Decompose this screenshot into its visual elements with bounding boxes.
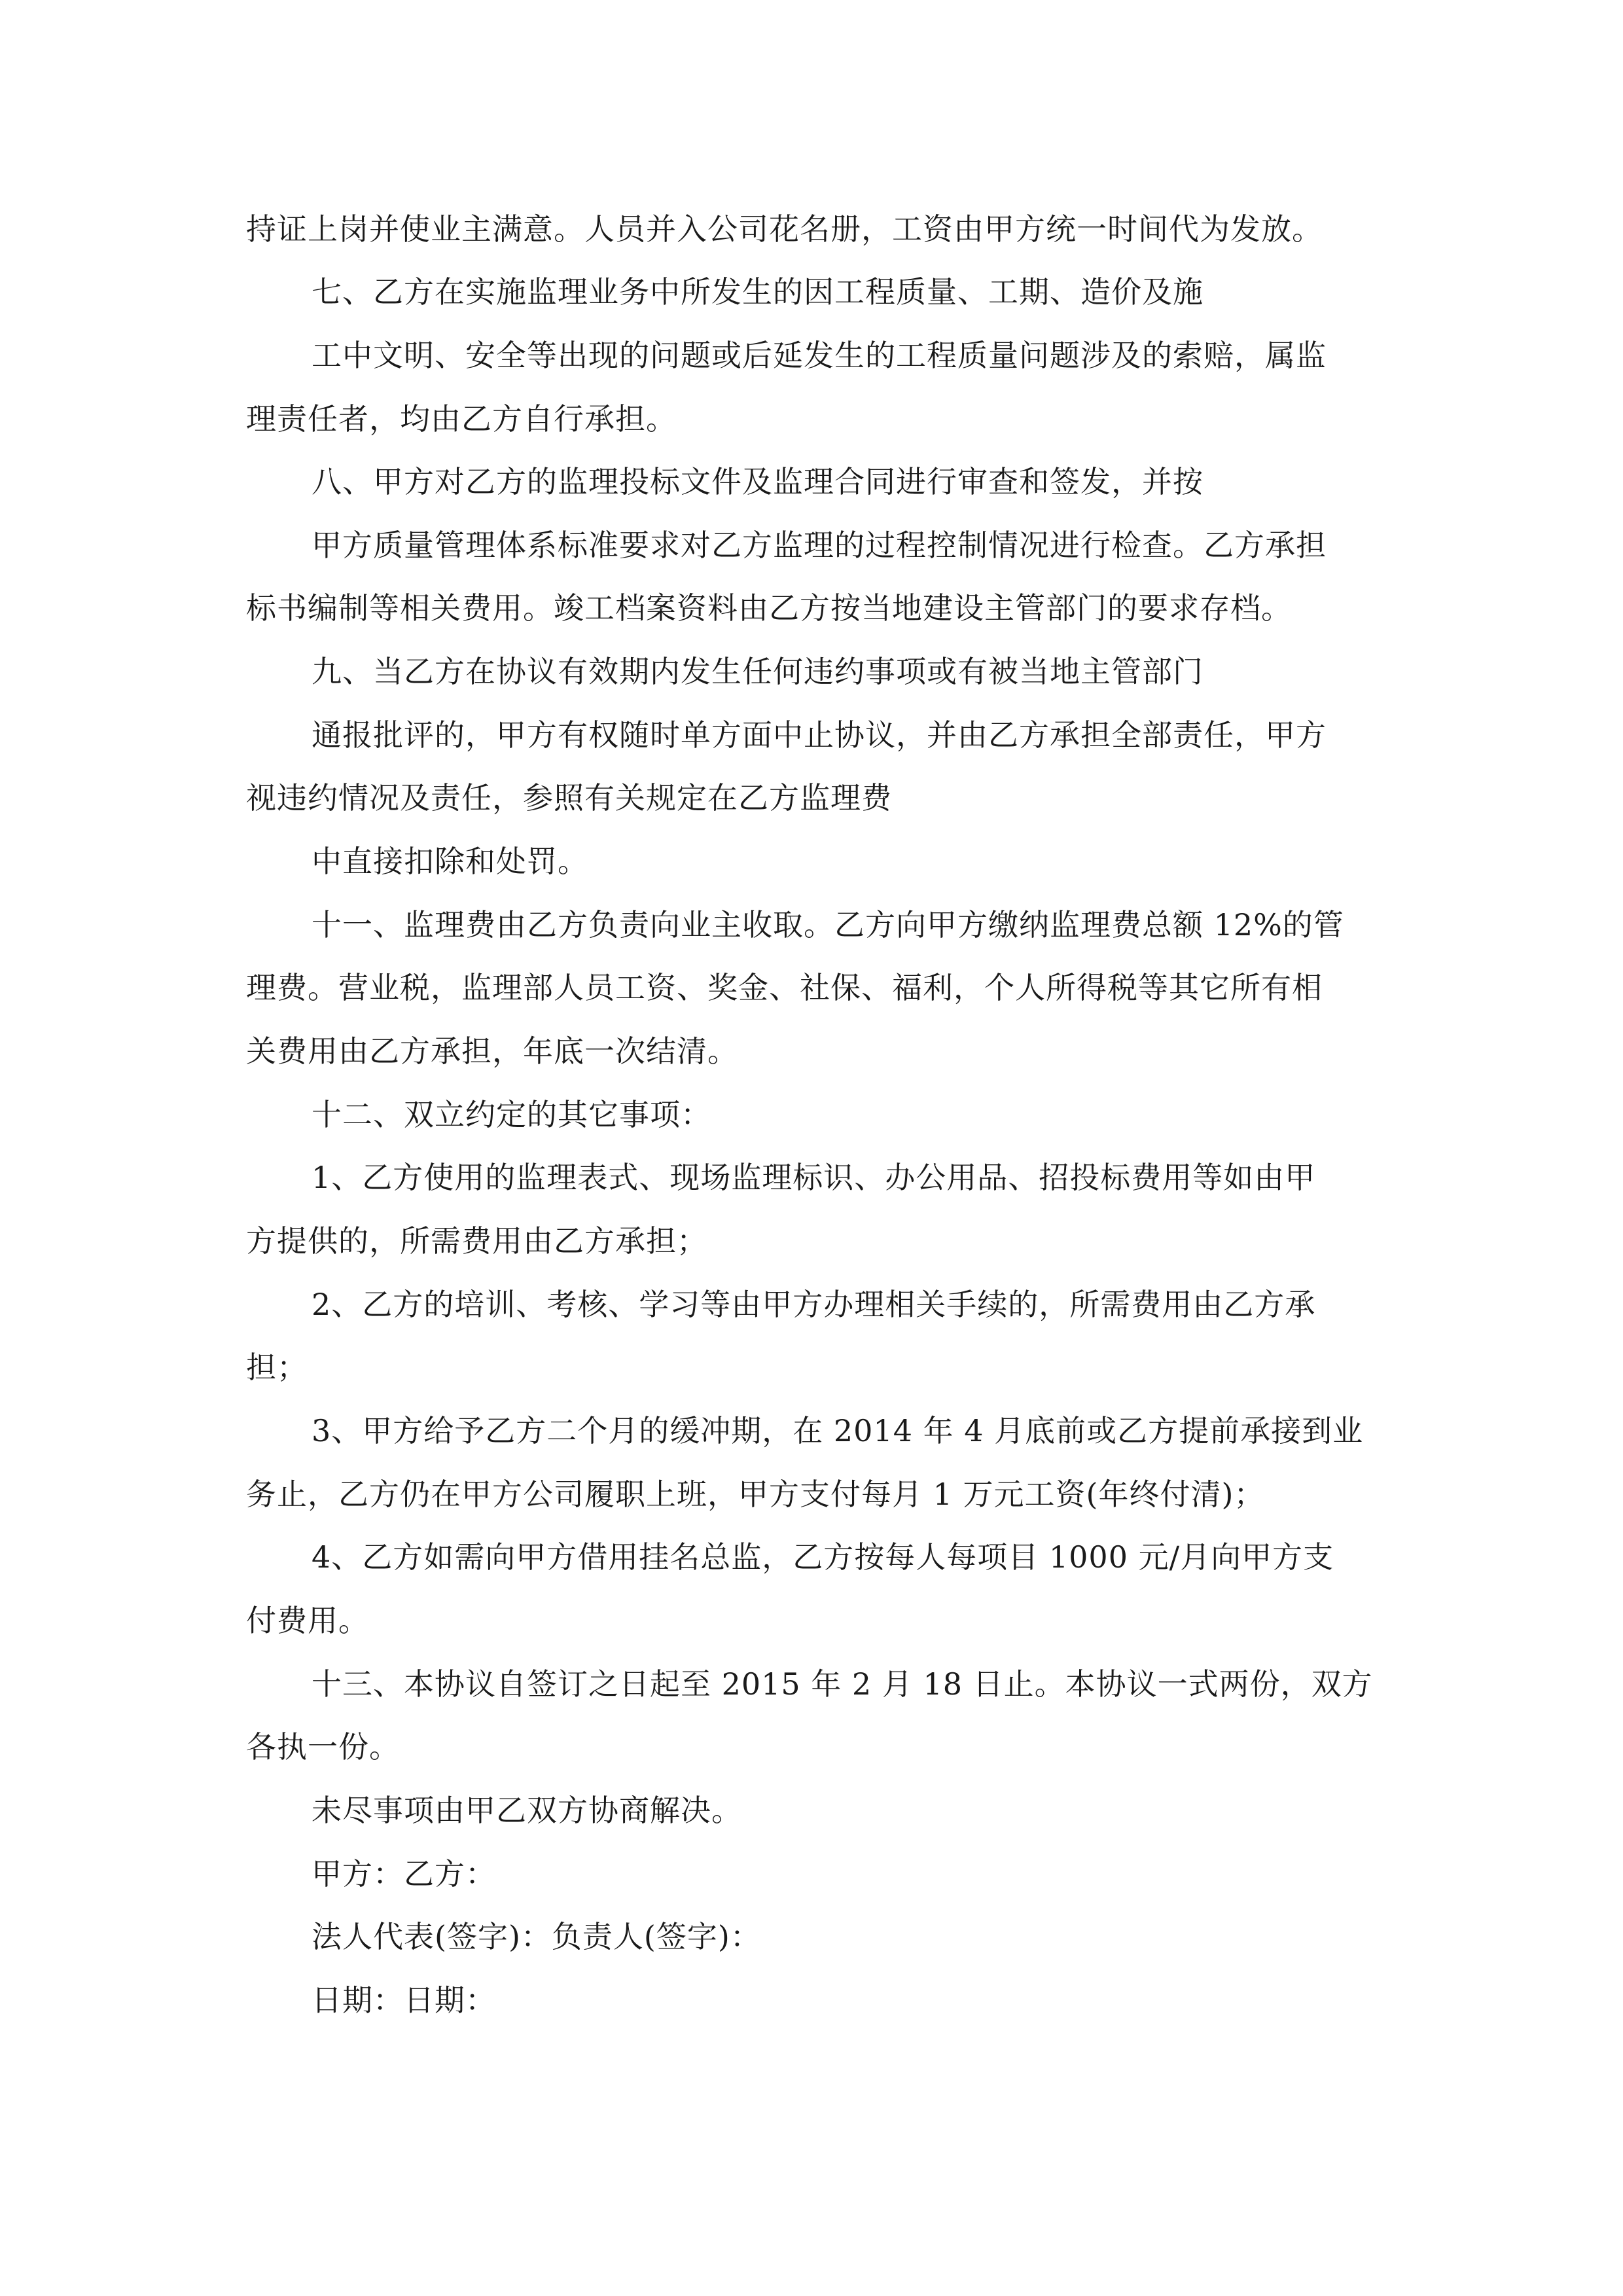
text-line: 日期：日期： xyxy=(312,1982,496,2018)
text-line: 理费。营业税，监理部人员工资、奖金、社保、福利，个人所得税等其它所有相 xyxy=(246,970,1323,1005)
text-line: 付费用。 xyxy=(246,1603,369,1638)
text-line: 十三、本协议自签订之日起至 2015 年 2 月 18 日止。本协议一式两份，双方 xyxy=(312,1666,1373,1702)
text-line: 通报批评的，甲方有权随时单方面中止协议，并由乙方承担全部责任，甲方 xyxy=(312,717,1327,753)
text-line: 标书编制等相关费用。竣工档案资料由乙方按当地建设主管部门的要求存档。 xyxy=(246,590,1292,626)
text-line: 中直接扣除和处罚。 xyxy=(312,844,588,879)
text-line: 九、当乙方在协议有效期内发生任何违约事项或有被当地主管部门 xyxy=(312,654,1204,689)
text-line: 视违约情况及责任，参照有关规定在乙方监理费 xyxy=(246,780,892,816)
text-line: 法人代表(签字)：负责人(签字)： xyxy=(312,1919,761,1954)
text-line: 3、甲方给予乙方二个月的缓冲期，在 2014 年 4 月底前或乙方提前承接到业 xyxy=(312,1413,1364,1448)
text-line: 持证上岗并使业主满意。人员并入公司花名册，工资由甲方统一时间代为发放。 xyxy=(246,211,1323,247)
text-line: 七、乙方在实施监理业务中所发生的因工程质量、工期、造价及施 xyxy=(312,274,1204,310)
text-line: 务止，乙方仍在甲方公司履职上班，甲方支付每月 1 万元工资(年终付清)； xyxy=(246,1477,1265,1512)
text-line: 工中文明、安全等出现的问题或后延发生的工程质量问题涉及的索赔，属监 xyxy=(312,338,1327,373)
text-line: 2、乙方的培训、考核、学习等由甲方办理相关手续的，所需费用由乙方承 xyxy=(312,1287,1316,1322)
text-line: 甲方：乙方： xyxy=(312,1856,496,1892)
text-line: 十一、监理费由乙方负责向业主收取。乙方向甲方缴纳监理费总额 12%的管 xyxy=(312,907,1344,942)
text-line: 关费用由乙方承担，年底一次结清。 xyxy=(246,1033,738,1069)
text-line: 八、甲方对乙方的监理投标文件及监理合同进行审查和签发，并按 xyxy=(312,464,1204,499)
text-line: 甲方质量管理体系标准要求对乙方监理的过程控制情况进行检查。乙方承担 xyxy=(312,528,1327,563)
text-line: 4、乙方如需向甲方借用挂名总监，乙方按每人每项目 1000 元/月向甲方支 xyxy=(312,1539,1334,1575)
text-line: 1、乙方使用的监理表式、现场监理标识、办公用品、招投标费用等如由甲 xyxy=(312,1160,1316,1195)
text-line: 各执一份。 xyxy=(246,1729,400,1765)
text-line: 十二、双立约定的其它事项： xyxy=(312,1097,711,1132)
text-line: 担； xyxy=(246,1350,308,1385)
text-line: 理责任者，均由乙方自行承担。 xyxy=(246,401,677,437)
text-line: 方提供的，所需费用由乙方承担； xyxy=(246,1223,707,1259)
text-line: 未尽事项由甲乙双方协商解决。 xyxy=(312,1793,742,1828)
